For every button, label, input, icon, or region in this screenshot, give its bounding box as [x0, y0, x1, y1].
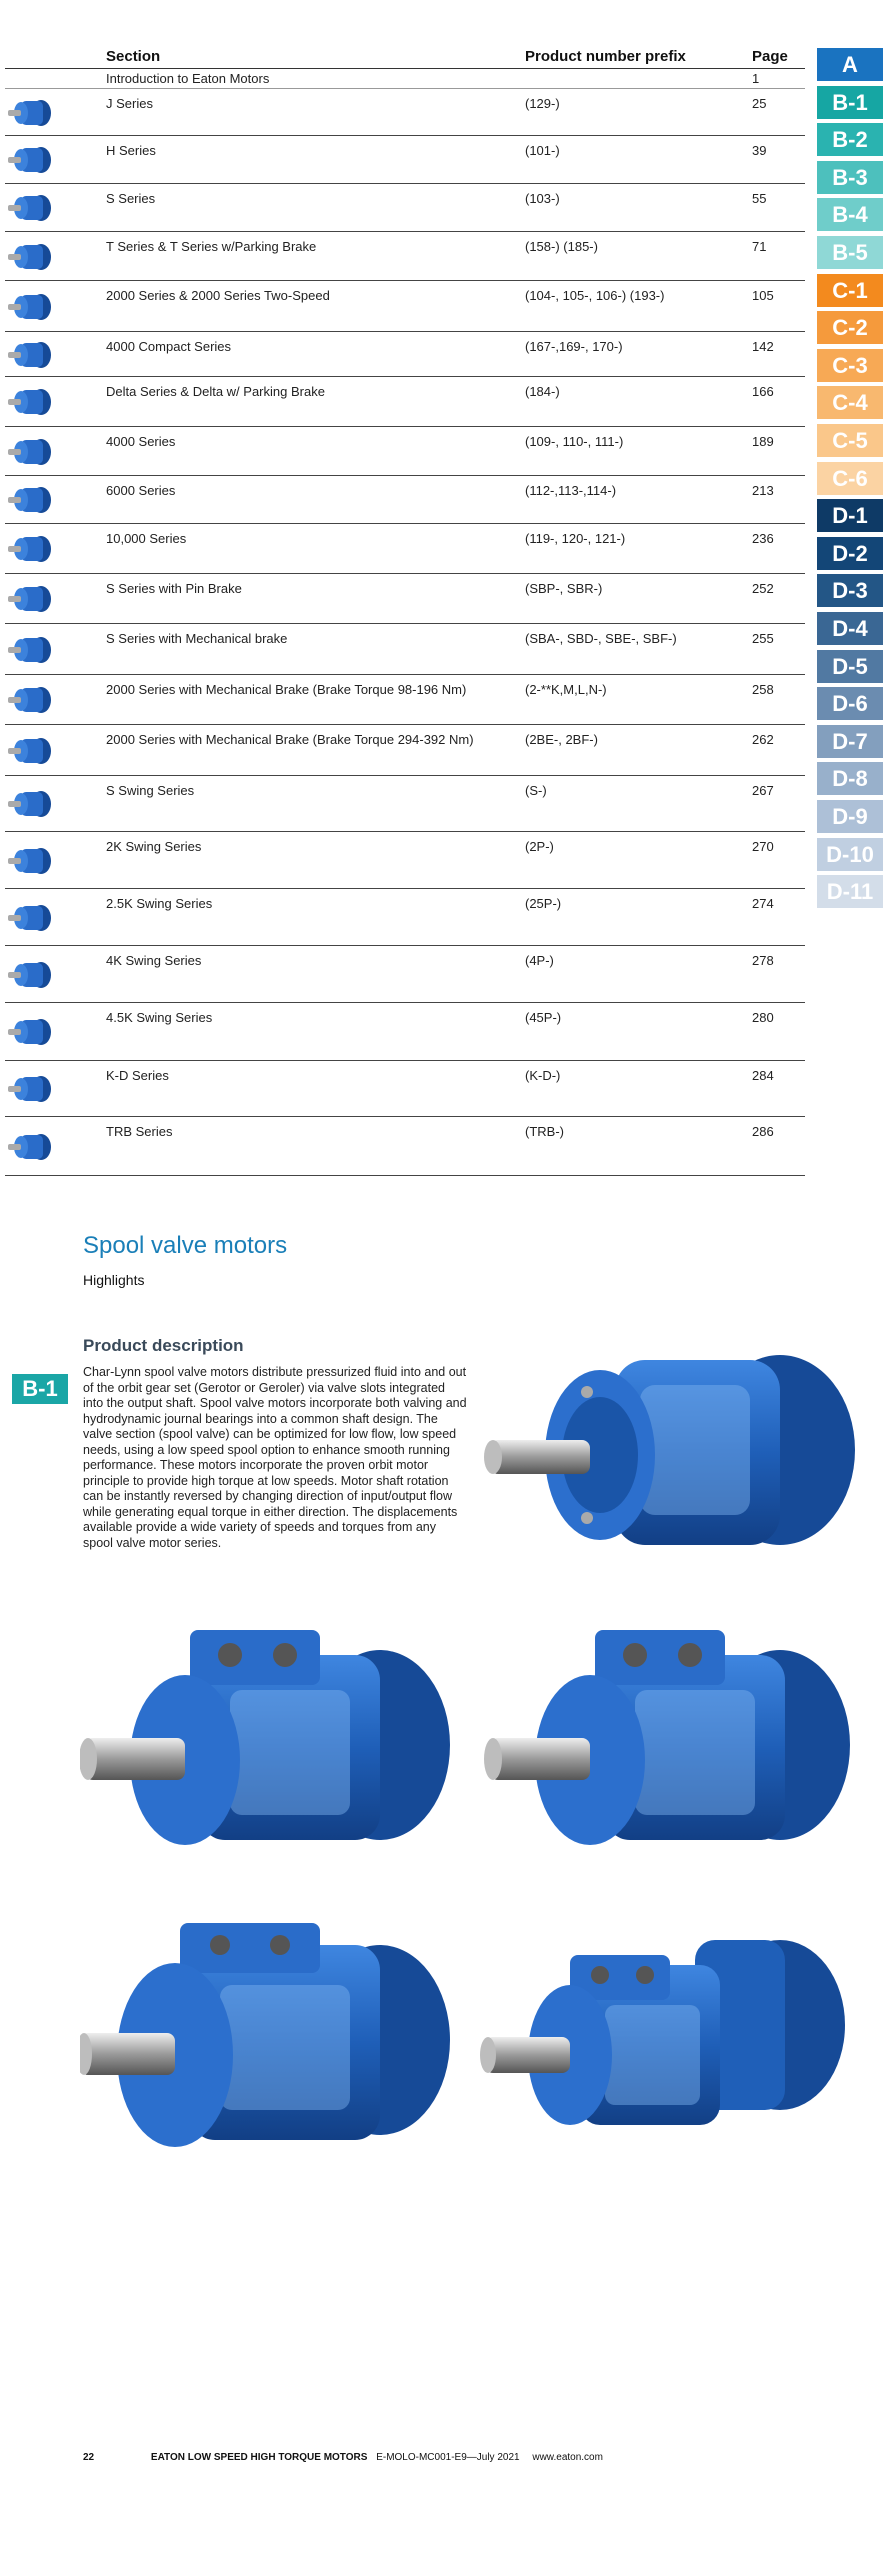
- motor-thumbnail-icon: [7, 292, 53, 322]
- page-header: Page: [752, 48, 788, 65]
- motor-thumbnail-icon: [7, 242, 53, 272]
- toc-row-prefix: (109-, 110-, 111-): [525, 434, 624, 449]
- toc-row-prefix: (SBA-, SBD-, SBE-, SBF-): [525, 631, 677, 646]
- section-tab-a[interactable]: A: [817, 48, 883, 81]
- motor-thumbnail-icon: [7, 903, 53, 933]
- toc-row[interactable]: [5, 890, 805, 946]
- motor-thumbnail-icon: [7, 584, 53, 614]
- section-tab-d-2[interactable]: D-2: [817, 537, 883, 570]
- toc-row-page: 262: [752, 732, 774, 747]
- toc-row[interactable]: [5, 777, 805, 832]
- toc-row-page: 267: [752, 783, 774, 798]
- page-footer: [83, 2452, 603, 2463]
- section-tab-d-8[interactable]: D-8: [817, 762, 883, 795]
- section-tab-d-5[interactable]: D-5: [817, 650, 883, 683]
- toc-row-prefix: (4P-): [525, 953, 554, 968]
- section-tab-d-9[interactable]: D-9: [817, 800, 883, 833]
- section-tab-b-2[interactable]: B-2: [817, 123, 883, 156]
- section-tab-c-6[interactable]: C-6: [817, 462, 883, 495]
- toc-row-page: 286: [752, 1124, 774, 1139]
- toc-row-name: 6000 Series: [106, 483, 176, 498]
- toc-row-name: T Series & T Series w/Parking Brake: [106, 239, 317, 254]
- toc-row[interactable]: [5, 726, 805, 776]
- section-tab-b-4[interactable]: B-4: [817, 198, 883, 231]
- product-description-title: Product description: [83, 1336, 244, 1355]
- toc-row-prefix: (119-, 120-, 121-): [525, 531, 626, 546]
- motor-thumbnail-icon: [7, 340, 53, 370]
- toc-row[interactable]: [5, 1118, 805, 1176]
- toc-row-prefix: (K-D-): [525, 1068, 561, 1083]
- section-tab-d-6[interactable]: D-6: [817, 687, 883, 720]
- toc-row-prefix: (158-) (185-): [525, 239, 598, 254]
- motor-thumbnail-icon: [7, 534, 53, 564]
- toc-row-prefix: (SBP-, SBR-): [525, 581, 603, 596]
- toc-row-page: 274: [752, 896, 774, 911]
- toc-row-page: 252: [752, 581, 774, 596]
- motor-thumbnail-icon: [7, 387, 53, 417]
- toc-row-page: 55: [752, 191, 767, 206]
- toc-row-name: H Series: [106, 143, 156, 158]
- toc-row-prefix: (112-,113-,114-): [525, 483, 617, 498]
- toc-row-page: 270: [752, 839, 774, 854]
- footer-url[interactable]: www.eaton.com: [532, 2452, 603, 2463]
- section-tab-d-4[interactable]: D-4: [817, 612, 883, 645]
- toc-row-prefix: (2-**K,M,L,N-): [525, 682, 607, 697]
- toc-row[interactable]: [5, 233, 805, 281]
- toc-row-name: 2000 Series with Mechanical Brake (Brake Torque 294-392 Nm): [106, 732, 474, 747]
- motor-thumbnail-icon: [7, 193, 53, 223]
- toc-row-prefix: (184-): [525, 384, 560, 399]
- toc-row-name: S Series with Pin Brake: [106, 581, 242, 596]
- toc-row[interactable]: [5, 378, 805, 427]
- toc-header: [5, 46, 805, 69]
- toc-row-name: 4000 Compact Series: [106, 339, 232, 354]
- prefix-header: Product number prefix: [525, 48, 686, 65]
- toc-row[interactable]: [5, 282, 805, 332]
- toc-row-prefix: (S-): [525, 783, 547, 798]
- toc-row-name: 10,000 Series: [106, 531, 187, 546]
- toc-row-page: 258: [752, 682, 774, 697]
- motor-thumbnail-icon: [7, 846, 53, 876]
- section-tab-b-3[interactable]: B-3: [817, 161, 883, 194]
- toc-row-name: S Series: [106, 191, 156, 206]
- toc-row[interactable]: [5, 1062, 805, 1117]
- toc-intro-row[interactable]: [5, 70, 805, 89]
- section-tab-c-2[interactable]: C-2: [817, 311, 883, 344]
- motor-thumbnail-icon: [7, 145, 53, 175]
- toc-row-prefix: (104-, 105-, 106-) (193-): [525, 288, 665, 303]
- toc-row-name: S Series with Mechanical brake: [106, 631, 288, 646]
- motor-thumbnail-icon: [7, 1074, 53, 1104]
- section-tab-d-11[interactable]: D-11: [817, 875, 883, 908]
- footer-brand: EATON LOW SPEED HIGH TORQUE MOTORS: [150, 2452, 368, 2463]
- product-description-text: Char-Lynn spool valve motors distribute pressurized fluid into and out of the orbit gear set (Gerotor or Geroler) via valve slots integrated into the output shaft. Spool valve motors incorporate both valving and hydrodynamic journal bearings into a common shaft design. The valve section (spool valve) can be optimized for low flow, low speed needs, using a low speed spool option to enhance smooth running performance. These motors incorporate the proven orbit motor principle to provide high torque at low speeds. Motor shaft rotation can be instantly reversed by changing direction of input/output flow while generating equal torque in either direction. The displacements available provide a wide variety of speeds and torques from any spool valve motor series.: [83, 1365, 467, 1550]
- toc-row-name: 4.5K Swing Series: [106, 1010, 213, 1025]
- toc-row-page: 278: [752, 953, 774, 968]
- toc-row-page: 255: [752, 631, 774, 646]
- section-tab-c-4[interactable]: C-4: [817, 386, 883, 419]
- highlights-label: Highlights: [83, 1272, 145, 1288]
- section-header: Section: [106, 48, 161, 65]
- toc-row-page: 71: [752, 239, 767, 254]
- toc-row[interactable]: [5, 676, 805, 725]
- toc-row-name: 2K Swing Series: [106, 839, 202, 854]
- toc-row-page: 166: [752, 384, 774, 399]
- toc-row-prefix: (45P-): [525, 1010, 562, 1025]
- motor-photo-3: [475, 1620, 860, 1870]
- motor-photo-5: [475, 1915, 860, 2175]
- intro-page: 1: [752, 71, 760, 86]
- section-tab-c-1[interactable]: C-1: [817, 274, 883, 307]
- motor-photo-4: [80, 1915, 465, 2175]
- toc-row[interactable]: [5, 428, 805, 476]
- toc-row-prefix: (101-): [525, 143, 560, 158]
- toc-row-name: 4K Swing Series: [106, 953, 202, 968]
- section-tab-d-10[interactable]: D-10: [817, 838, 883, 871]
- toc-row[interactable]: [5, 833, 805, 889]
- motor-thumbnail-icon: [7, 685, 53, 715]
- toc-row-page: 105: [752, 288, 774, 303]
- toc-row[interactable]: [5, 137, 805, 184]
- toc-row-page: 284: [752, 1068, 774, 1083]
- toc-row-prefix: (129-): [525, 96, 560, 111]
- motor-photo-1: [475, 1340, 860, 1590]
- toc-row[interactable]: [5, 1004, 805, 1061]
- toc-row-name: 2.5K Swing Series: [106, 896, 213, 911]
- motor-thumbnail-icon: [7, 485, 53, 515]
- toc-row-prefix: (2BE-, 2BF-): [525, 732, 598, 747]
- motor-photo-2: [80, 1620, 465, 1870]
- page-title: Spool valve motors: [83, 1232, 288, 1259]
- motor-thumbnail-icon: [7, 789, 53, 819]
- toc-row-page: 39: [752, 143, 767, 158]
- toc-row-prefix: (TRB-): [525, 1124, 564, 1139]
- section-tab-d-1[interactable]: D-1: [817, 499, 883, 532]
- toc-row-prefix: (2P-): [525, 839, 554, 854]
- motor-thumbnail-icon: [7, 437, 53, 467]
- toc-row[interactable]: [5, 333, 805, 377]
- section-tab-d-3[interactable]: D-3: [817, 574, 883, 607]
- footer-doc: E-MOLO-MC001-E9—July 2021: [376, 2452, 520, 2463]
- motor-thumbnail-icon: [7, 98, 53, 128]
- toc-row-name: 4000 Series: [106, 434, 176, 449]
- section-tab-c-5[interactable]: C-5: [817, 424, 883, 457]
- toc-row-name: 2000 Series with Mechanical Brake (Brake Torque 98-196 Nm): [106, 682, 467, 697]
- motor-thumbnail-icon: [7, 1132, 53, 1162]
- toc-row-prefix: (167-,169-, 170-): [525, 339, 623, 354]
- motor-thumbnail-icon: [7, 960, 53, 990]
- toc-row-prefix: (25P-): [525, 896, 562, 911]
- toc-row[interactable]: [5, 185, 805, 232]
- motor-thumbnail-icon: [7, 736, 53, 766]
- toc-row-name: TRB Series: [106, 1124, 173, 1139]
- section-tab-b-1[interactable]: B-1: [817, 86, 883, 119]
- toc-row-page: 280: [752, 1010, 774, 1025]
- intro-name: Introduction to Eaton Motors: [106, 71, 270, 86]
- toc-row-page: 236: [752, 531, 774, 546]
- toc-row[interactable]: [5, 625, 805, 675]
- toc-row-page: 142: [752, 339, 774, 354]
- page-number: 22: [83, 2452, 95, 2463]
- toc-row-page: 189: [752, 434, 774, 449]
- toc-row-name: J Series: [106, 96, 153, 111]
- section-tab-d-7[interactable]: D-7: [817, 725, 883, 758]
- toc-row[interactable]: [5, 525, 805, 574]
- toc-row[interactable]: [5, 947, 805, 1003]
- section-tab-b1[interactable]: B-1: [12, 1374, 68, 1404]
- toc-row-name: S Swing Series: [106, 783, 195, 798]
- section-tab-c-3[interactable]: C-3: [817, 349, 883, 382]
- motor-thumbnail-icon: [7, 635, 53, 665]
- toc-row-name: K-D Series: [106, 1068, 169, 1083]
- toc-row[interactable]: [5, 90, 805, 136]
- toc-row-page: 213: [752, 483, 774, 498]
- toc-row[interactable]: [5, 477, 805, 524]
- toc-row[interactable]: [5, 575, 805, 624]
- toc-row-name: Delta Series & Delta w/ Parking Brake: [106, 384, 325, 399]
- toc-row-page: 25: [752, 96, 767, 111]
- motor-thumbnail-icon: [7, 1017, 53, 1047]
- section-tab-b-5[interactable]: B-5: [817, 236, 883, 269]
- toc-row-prefix: (103-): [525, 191, 560, 206]
- toc-row-name: 2000 Series & 2000 Series Two-Speed: [106, 288, 330, 303]
